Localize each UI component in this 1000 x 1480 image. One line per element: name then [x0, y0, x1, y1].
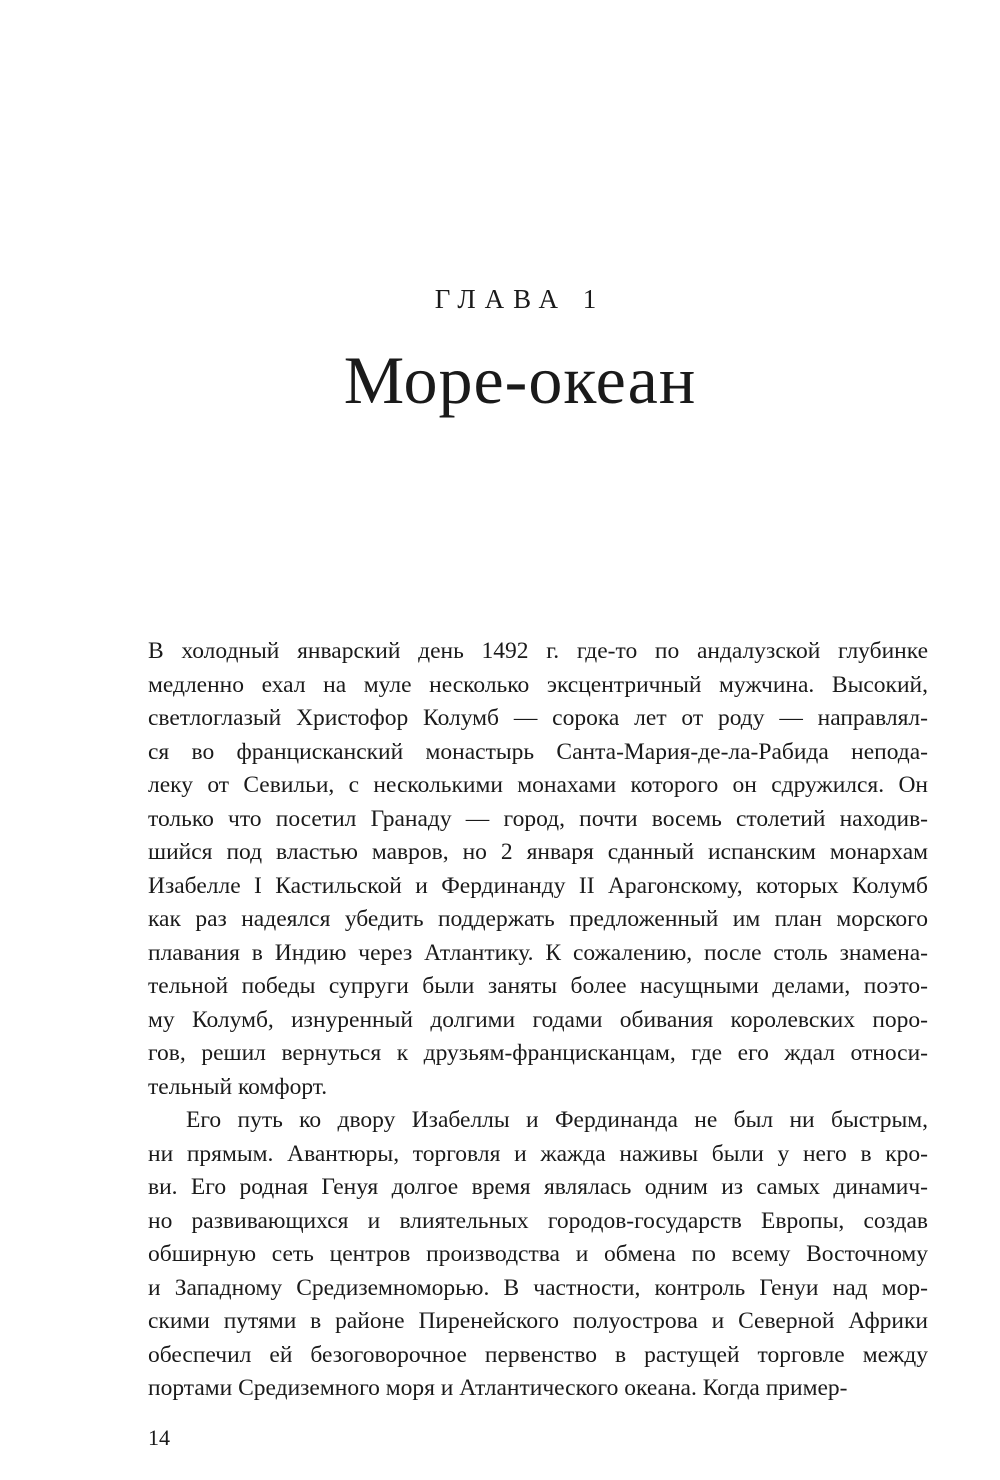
text-line: тельный комфорт.	[148, 1073, 328, 1100]
text-line: Его путь ко двору Изабеллы и Фердинанда не был ни быстрым,	[186, 1107, 928, 1133]
text-line: Изабелле I Кастильской и Фердинанду II Арагонскому, которых Колумб	[148, 872, 928, 899]
text-line: обширную сеть центров производства и обмена по всему Восточному	[148, 1241, 928, 1267]
text-line: В холодный январский день 1492 г. где-то по андалузской глубинке	[148, 638, 928, 664]
text-line: только что посетил Гранаду — город, почти восемь столетий находив-	[148, 805, 928, 832]
text-line: скими путями в районе Пиренейского полуострова и Северной Африки	[148, 1308, 928, 1334]
text-line: тельной победы супруги были заняты более насущными делами, поэто-	[148, 973, 928, 999]
paragraph	[148, 635, 928, 1104]
page-number: 14	[148, 1425, 170, 1450]
text-line: шийся под властью мавров, но 2 января сданный испанским монархам	[148, 839, 928, 865]
text-line: и Западному Средиземноморью. В частности, контроль Генуи над мор-	[148, 1274, 928, 1301]
text-line: плавания в Индию через Атлантику. К сожалению, после столь знамена-	[148, 939, 928, 966]
text-line: ви. Его родная Генуя долгое время являлась одним из самых динамич-	[148, 1174, 928, 1200]
text-line: портами Средиземного моря и Атлантического океана. Когда пример-	[148, 1375, 848, 1401]
text-line: медленно ехал на муле несколько эксцентричный мужчина. Высокий,	[148, 671, 928, 698]
text-line: леку от Севильи, с несколькими монахами которого он сдружился. Он	[148, 772, 928, 798]
text-line: ни прямым. Авантюры, торговля и жажда наживы были у него в кро-	[148, 1140, 928, 1167]
paragraph	[148, 1104, 928, 1406]
text-line: ся во францисканский монастырь Санта-Мария-де-ла-Рабида непода-	[148, 738, 928, 765]
text-line: обеспечил ей безоговорочное первенство в растущей торговле между	[148, 1341, 928, 1368]
chapter-title: Море-океан	[343, 342, 697, 418]
text-line: как раз надеялся убедить поддержать предложенный им план морского	[148, 906, 928, 932]
text-line: светлоглазый Христофор Колумб — сорока лет от роду — направлял-	[148, 705, 928, 731]
text-line: гов, решил вернуться к друзьям-францисканцам, где его ждал относи-	[148, 1040, 928, 1066]
body-text	[148, 635, 928, 1406]
text-line: но развивающихся и влиятельных городов-государств Европы, создав	[148, 1207, 928, 1234]
text-line: му Колумб, изнуренный долгими годами обивания королевских поро-	[148, 1006, 928, 1033]
chapter-label: ГЛАВА 1	[434, 284, 606, 314]
